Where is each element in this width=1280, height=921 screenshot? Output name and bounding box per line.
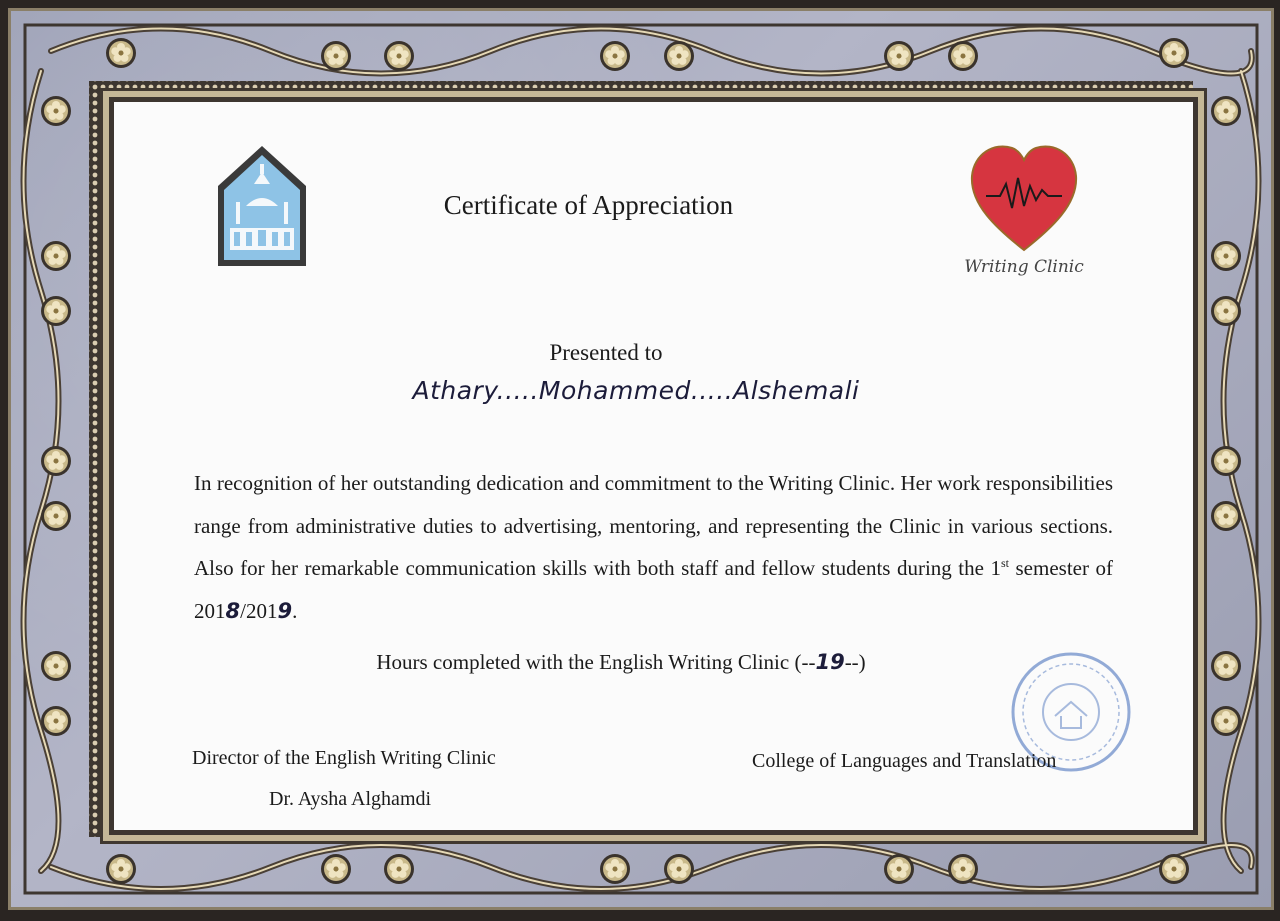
body-text-main: In recognition of her outstanding dedication and commitment to the Writing Clinic. Her work responsibilities range from administrative duties to advertising, mentoring, and representing the Clinic in various sections. Also for her remarkable communication skills with both staff and fellow students during the 1 <box>194 471 1113 580</box>
handwritten-year-digit-1: 8 <box>225 598 241 623</box>
hours-suffix: --) <box>844 650 866 674</box>
body-text-semester: semester of 201 <box>194 556 1113 623</box>
heart-heartbeat-icon <box>966 138 1082 254</box>
recipient-name: Athary.....Mohammed.....Alshemali <box>412 376 860 405</box>
director-name: Dr. Aysha Alghamdi <box>269 788 432 810</box>
presented-to-label: Presented to <box>549 340 663 365</box>
certificate-body <box>194 462 1113 632</box>
clinic-logo <box>959 138 1089 277</box>
clinic-logo-text: Writing Clinic <box>964 257 1084 277</box>
body-text-slash: /201 <box>240 598 278 623</box>
ordinal-suffix: st <box>1000 556 1009 570</box>
college-name: College of Languages and Translation <box>752 750 1057 772</box>
handwritten-year-digit-2: 9 <box>277 598 293 623</box>
certificate-paper <box>109 97 1198 835</box>
body-text-period: . <box>292 598 298 623</box>
certificate-title: Certificate of Appreciation <box>443 190 734 220</box>
certificate-border <box>8 8 1274 910</box>
hours-value: 19 <box>815 650 845 674</box>
director-title: Director of the English Writing Clinic <box>192 747 496 769</box>
hours-prefix: Hours completed with the English Writing Clinic (-- <box>376 650 816 674</box>
